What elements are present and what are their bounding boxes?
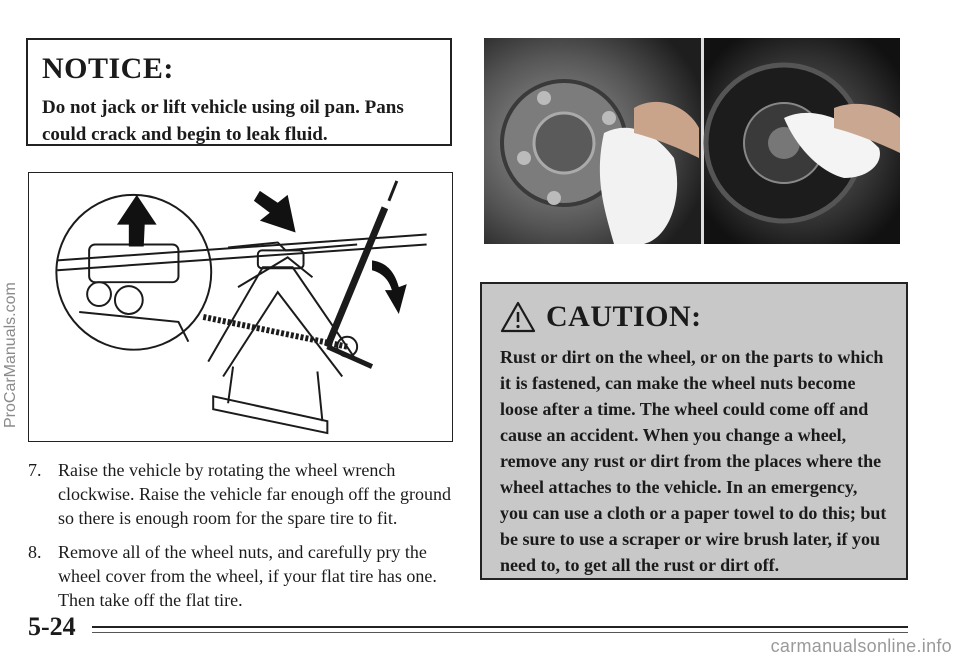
watermark-bottom: carmanualsonline.info	[770, 636, 952, 656]
down-arrow-icon	[254, 191, 296, 233]
jack-drawing	[29, 173, 452, 441]
clockwise-arrow-icon	[372, 260, 407, 314]
watermark-left: ProCarManuals.com	[2, 282, 19, 428]
page-number: 5-24	[28, 612, 76, 641]
notice-title: NOTICE:	[42, 52, 174, 85]
footer-rule-thin	[92, 632, 908, 633]
step-list	[28, 458, 468, 622]
list-item	[28, 540, 468, 612]
list-item	[28, 458, 468, 530]
step-text: Raise the vehicle by rotating the wheel wrench clockwise. Raise the vehicle far enough off the ground so there is enough room for the spare tire to fit.	[58, 460, 452, 528]
notice-box	[26, 38, 452, 146]
caution-title: CAUTION:	[546, 300, 702, 333]
step-text: Remove all of the wheel nuts, and carefully pry the wheel cover from the wheel, if your flat tire has one. Then take off the flat tire.	[58, 542, 437, 610]
jack-illustration	[28, 172, 453, 442]
caution-body: Rust or dirt on the wheel, or on the parts to which it is fastened, can make the wheel nuts become loose after a time. The wheel could come off and cause an accident. When you change a wheel, remove any rust or dirt from the places where the wheel attaches to the vehicle. In an emergency, you can use a cloth or a paper towel to do this; but be sure to use a scraper or wire brush later, if you need to, to get all the rust or dirt off.	[500, 347, 887, 575]
footer-rule	[92, 626, 908, 628]
caution-box	[480, 282, 908, 580]
step-number: 7.	[28, 460, 42, 480]
warning-triangle-icon	[500, 301, 536, 333]
photo-drawing	[484, 38, 900, 244]
wheel-cleaning-photo	[484, 38, 900, 244]
up-arrow-icon	[117, 195, 157, 247]
caution-header	[500, 300, 888, 334]
step-number: 8.	[28, 542, 42, 562]
notice-body: Do not jack or lift vehicle using oil pan. Pans could crack and begin to leak fluid.	[42, 97, 404, 145]
